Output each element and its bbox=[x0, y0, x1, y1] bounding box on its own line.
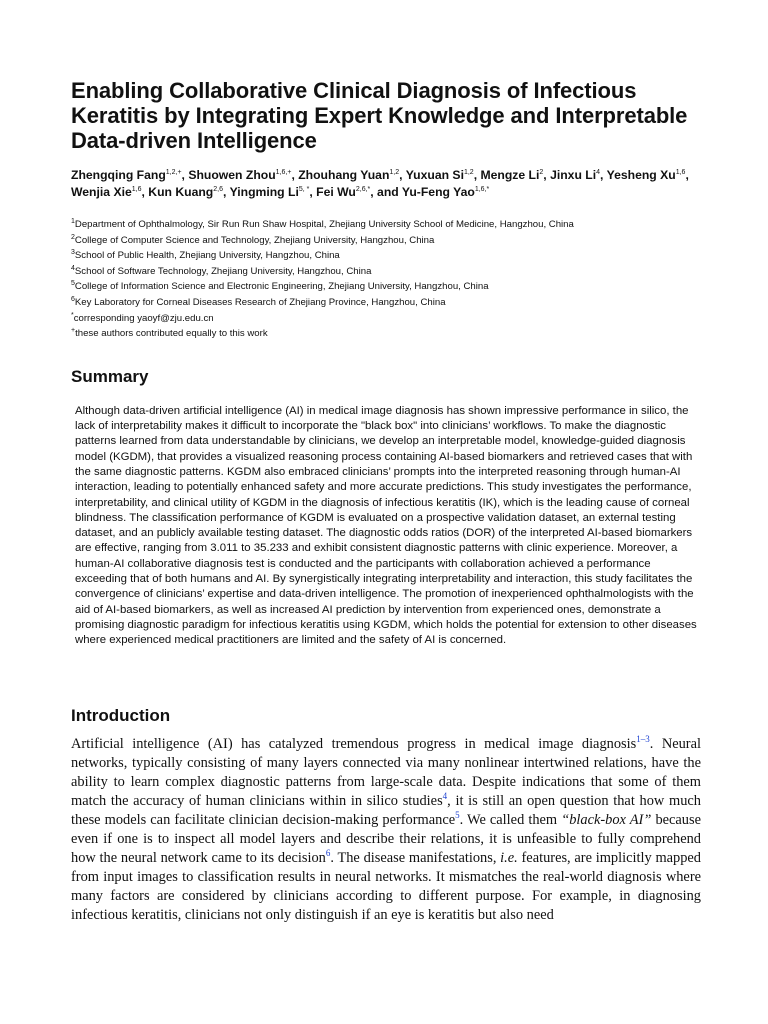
affiliation-text: corresponding yaoyf@zju.edu.cn bbox=[73, 312, 214, 324]
affiliation-marker: * bbox=[71, 311, 74, 319]
affiliation-marker: 5 bbox=[71, 280, 75, 288]
intro-text: . Neural networks, typically consisting of many layers connected via many nonlinear intertwined relations, have the ability to learn complex diagnostic patterns from large-scale data. Despite indications that some of them match the accuracy of human clinicians within in silico studies bbox=[71, 735, 701, 809]
citation-link[interactable]: 6 bbox=[325, 847, 331, 858]
affiliation-item bbox=[71, 311, 701, 327]
author-affiliation-marker: 1,2 bbox=[389, 168, 400, 176]
author-name: Kun Kuang bbox=[148, 185, 214, 199]
affiliation-text: School of Software Technology, Zhejiang University, Hangzhou, China bbox=[74, 265, 372, 277]
summary-heading: Summary bbox=[71, 366, 149, 386]
affiliation-item bbox=[71, 264, 701, 280]
author-affiliation-marker: 2,6 bbox=[213, 185, 223, 193]
affiliation-marker: 3 bbox=[71, 249, 75, 256]
author-separator: , bbox=[600, 168, 607, 182]
affiliation-marker: 1 bbox=[71, 217, 75, 225]
author-name: Fei Wu bbox=[316, 185, 356, 199]
author-name: Jinxu Li bbox=[550, 168, 597, 182]
intro-text: . We called them bbox=[459, 811, 562, 828]
intro-text: Artificial intelligence (AI) has catalyzed tremendous progress in medical image diagnosis bbox=[71, 735, 637, 752]
intro-emphasis: i.e. bbox=[500, 849, 518, 866]
author-separator: , bbox=[309, 185, 317, 199]
author-list bbox=[71, 167, 701, 201]
introduction-paragraph bbox=[71, 735, 701, 925]
author-separator: , bbox=[141, 185, 149, 199]
author-name: Zhouhang Yuan bbox=[298, 168, 390, 182]
affiliation-text: these authors contributed equally to this work bbox=[75, 328, 268, 340]
intro-text: features, are implicitly mapped from input images to classification results in neural networks. It mismatches the real-world diagnosis where many factors are considered by clinicians according to different purpose. For example, in diagnosing infectious keratitis, clinicians not only distinguish if an eye is keratitis but also need bbox=[71, 849, 701, 923]
author-name: Yuxuan Si bbox=[405, 168, 464, 182]
affiliation-marker: 2 bbox=[71, 233, 75, 241]
affiliation-item bbox=[71, 295, 701, 311]
author-separator: , bbox=[181, 168, 189, 182]
intro-text: . The disease manifestations, bbox=[330, 849, 501, 866]
affiliation-text: College of Computer Science and Technology, Zhejiang University, Hangzhou, China bbox=[74, 234, 435, 246]
author-separator: , bbox=[473, 168, 481, 182]
affiliation-text: Key Laboratory for Corneal Diseases Research of Zhejiang Province, Hangzhou, China bbox=[74, 296, 446, 308]
affiliation-item bbox=[71, 279, 701, 295]
author-name: Yesheng Xu bbox=[606, 168, 676, 182]
citation-link[interactable]: 1–3 bbox=[636, 733, 650, 744]
affiliation-item bbox=[71, 326, 701, 342]
author-name: Wenjia Xie bbox=[71, 185, 132, 199]
author-name: Zhengqing Fang bbox=[71, 168, 166, 182]
introduction-heading: Introduction bbox=[71, 705, 171, 725]
author-affiliation-marker: 1,6,+ bbox=[275, 168, 292, 176]
affiliation-text: Department of Ophthalmology, Sir Run Run Shaw Hospital, Zhejiang University School of Medicine, Hangzhou, China bbox=[74, 219, 574, 230]
intro-emphasis: “black-box AI” bbox=[561, 811, 652, 828]
author-separator: , bbox=[223, 185, 230, 199]
author-separator: , bbox=[543, 168, 551, 182]
citation-link[interactable]: 4 bbox=[442, 790, 448, 801]
affiliation-list bbox=[71, 217, 701, 342]
author-affiliation-marker: 1,2 bbox=[463, 168, 474, 176]
author-affiliation-marker: 2,6,* bbox=[355, 185, 371, 193]
author-affiliation-marker: 1,2,+ bbox=[165, 168, 182, 176]
affiliation-text: College of Information Science and Electronic Engineering, Zhejiang University, Hangzhou, China bbox=[74, 281, 489, 293]
author-separator: , bbox=[685, 168, 689, 182]
author-name: Mengze Li bbox=[480, 168, 540, 182]
summary-text: Although data-driven artificial intelligence (AI) in medical image diagnosis has shown impressive performance in silico, the lack of interpretability makes it difficult to incorporate the "black box" into clinicians’ workflows. To make the diagnostic patterns learned from data understandable by clinicians, we develop an interpretable model, knowledge-guided diagnosis model (KGDM), that provides a visualized reasoning process containing AI-based biomarkers and retrieved cases that with the same diagnostic patterns. KGDM also embraced clinicians’ prompts into the interpreted reasoning through human-AI interaction, leading to potentially enhanced safety and more accurate predictions. This study investigates the performance, interpretability, and clinical utility of KGDM in the diagnosis of infectious keratitis (IK), which is the leading cause of corneal blindness. The classification performance of KGDM is evaluated on a prospective validation dataset, an external testing dataset, and an publicly available testing dataset. The diagnostic odds ratios (DOR) of the interpreted AI-based biomarkers are effective, ranging from 3.011 to 35.233 and exhibit consistent diagnostic patterns with clinic experience. Moreover, a human-AI collaborative diagnosis test is conducted and the participants with collaboration achieved a performance exceeding that of both humans and AI. By synergistically integrating interpretability and interaction, this study facilitates the convergence of clinicians’ expertise and data-driven intelligence. The promotion of inexperienced ophthalmologists with the aid of AI-based biomarkers, as well as increased AI prediction by intervention from experienced ones, demonstrate a promising diagnostic paradigm for infectious keratitis using KGDM, which holds the potential for extension to other diseases where experienced medical practitioners are limited and the safety of AI is concerned. bbox=[75, 404, 697, 647]
author-affiliation-marker: 1,6 bbox=[675, 168, 686, 176]
affiliation-item bbox=[71, 248, 701, 264]
author-separator: , bbox=[399, 168, 406, 182]
affiliation-marker: + bbox=[71, 326, 76, 334]
author-separator: , bbox=[291, 168, 299, 182]
author-affiliation-marker: 1,6 bbox=[131, 185, 142, 193]
author-name: Yingming Li bbox=[229, 185, 299, 199]
affiliation-item bbox=[71, 233, 701, 249]
paper-title: Enabling Collaborative Clinical Diagnosis of Infectious Keratitis by Integrating Expert Knowledge and Interpretable Data-driven Intelligence bbox=[71, 78, 688, 153]
intro-text: because even if one is to inspect all model layers and describe their relations, it is unfeasible to fully comprehend how the neural network came to its decision bbox=[71, 811, 701, 866]
paper-page bbox=[71, 78, 701, 939]
author-affiliation-marker: 2 bbox=[539, 168, 544, 176]
author-name: Yu-Feng Yao bbox=[401, 185, 475, 199]
author-affiliation-marker: 4 bbox=[596, 168, 601, 176]
author-separator: , and bbox=[370, 185, 402, 199]
affiliation-marker: 6 bbox=[71, 295, 75, 303]
intro-text: , it is still an open question that how much these models can facilitate clinician decision-making performance bbox=[71, 792, 701, 828]
affiliation-item bbox=[71, 217, 701, 233]
citation-link[interactable]: 5 bbox=[455, 809, 460, 820]
author-name: Shuowen Zhou bbox=[188, 168, 276, 182]
affiliation-text: School of Public Health, Zhejiang University, Hangzhou, China bbox=[74, 250, 340, 262]
affiliation-marker: 4 bbox=[71, 264, 75, 272]
author-affiliation-marker: 1,6,* bbox=[474, 185, 490, 193]
author-affiliation-marker: 5, * bbox=[298, 185, 310, 193]
